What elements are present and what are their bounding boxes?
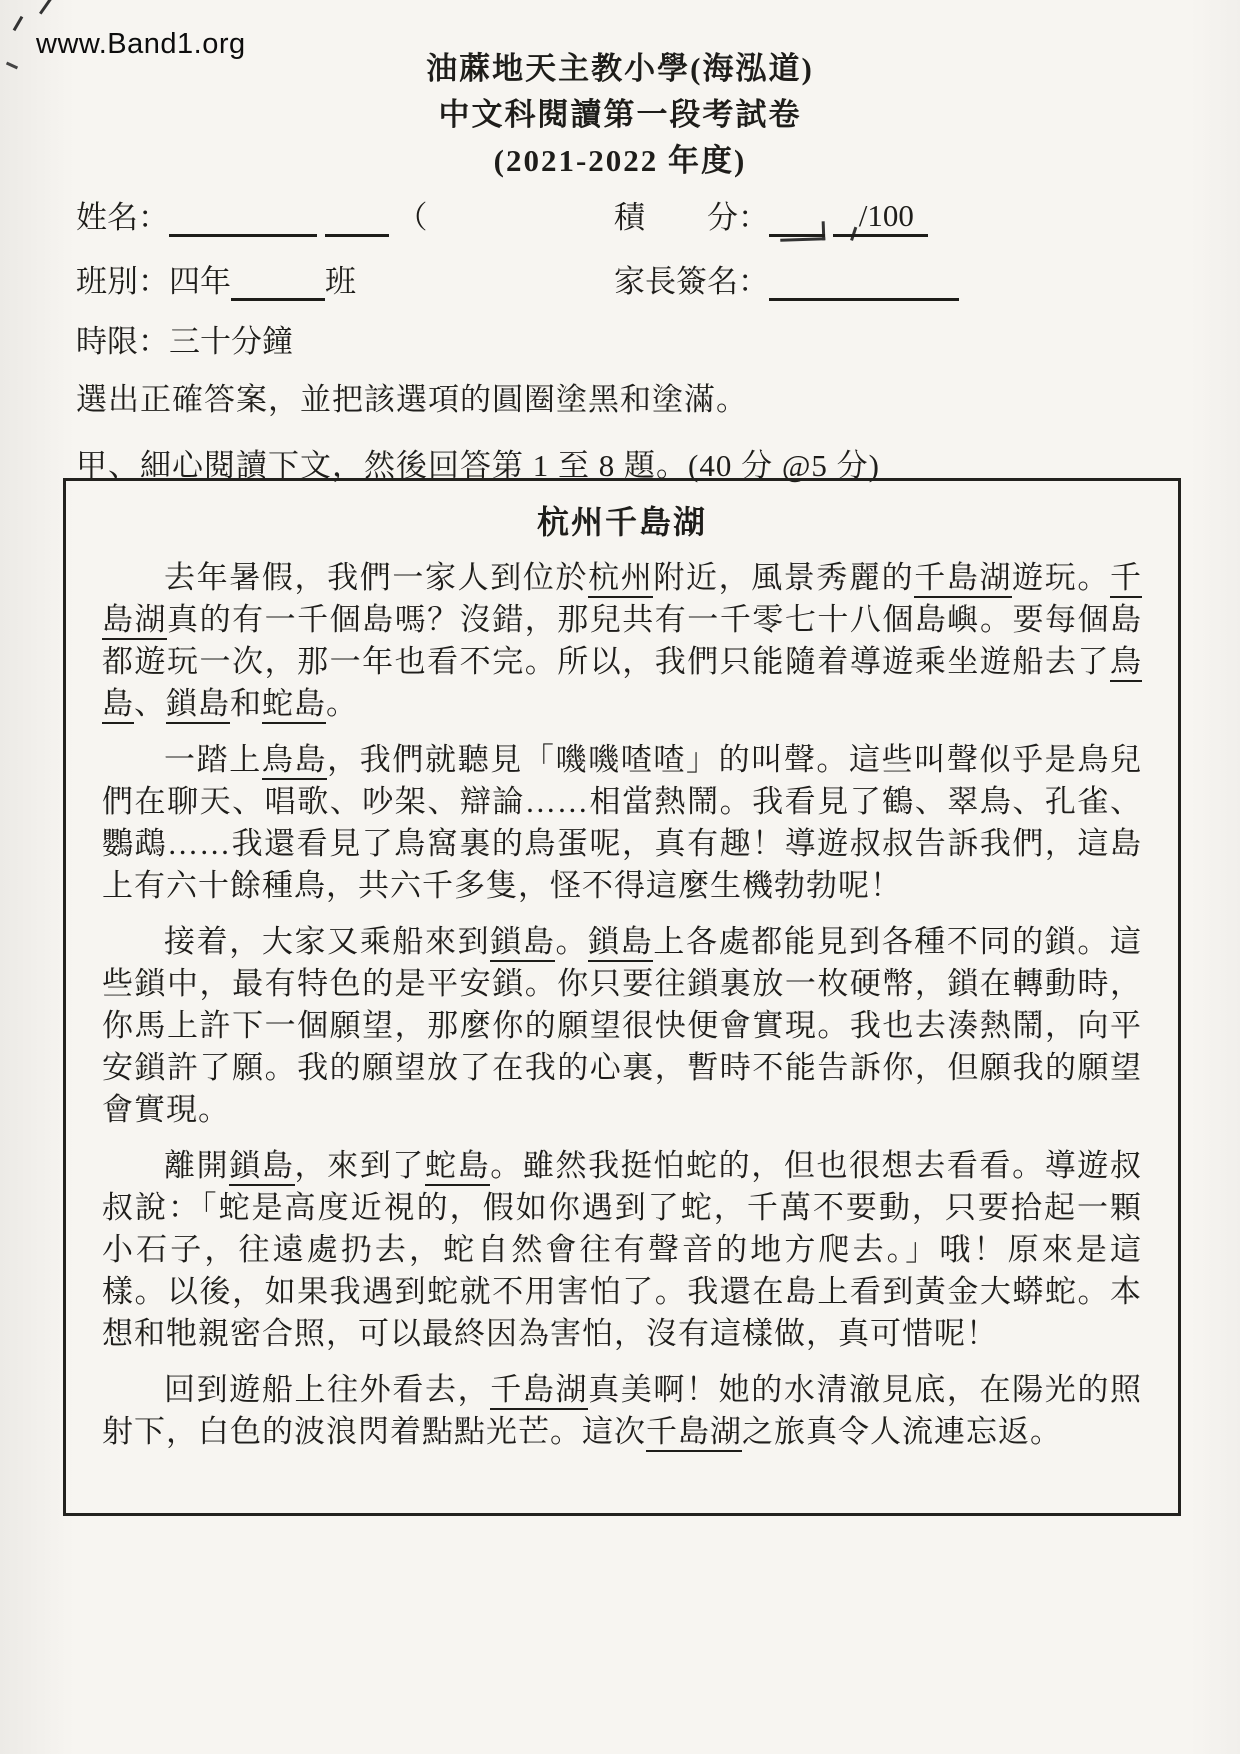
name-blank-2 — [325, 202, 389, 237]
exam-year: (2021-2022 年度) — [493, 143, 747, 178]
name-blank — [169, 202, 317, 237]
underlined-term: 千島湖 — [102, 560, 1142, 640]
section-a-heading: 甲、細心閱讀下文，然後回答第 1 至 8 題。(40 分 @5 分) — [76, 448, 880, 483]
passage-paragraph: 一踏上鳥島，我們就聽見「嘰嘰喳喳」的叫聲。這些叫聲似乎是鳥兒們在聊天、唱歌、吵架、辯論……相當熱鬧。我看見了鶴、翠鳥、孔雀、鸚鵡……我還看見了鳥窩裏的鳥蛋呢，真有趣！導遊叔叔告訴我們，這島上有六十餘種鳥，共六千多隻，怪不得這麼生機勃勃呢！ — [102, 742, 1143, 903]
passage-paragraph: 回到遊船上往外看去，千島湖真美啊！她的水清澈見底，在陽光的照射下，白色的波浪閃着點點光芒。這次千島湖之旅真令人流連忘返。 — [102, 1369, 1142, 1453]
watermark: www.Band1.org — [36, 28, 246, 60]
underlined-term: 千島湖 — [646, 1414, 742, 1452]
underlined-term: 杭州 — [588, 560, 653, 598]
parent-signature-field — [614, 256, 959, 301]
name-label: 姓名： — [76, 200, 169, 235]
time-limit-label: 時限：三十分鐘 — [76, 324, 293, 359]
score-blank — [769, 202, 825, 237]
underlined-term: 鳥島 — [102, 644, 1142, 724]
general-instruction: 選出正確答案，並把該選項的圓圈塗黑和塗滿。 — [76, 382, 748, 417]
parent-signature-label: 家長簽名： — [614, 264, 769, 299]
passage-paragraph: 接着，大家又乘船來到鎖島。鎖島上各處都能見到各種不同的鎖。這些鎖中，最有特色的是平安鎖。你只要往鎖裏放一枚硬幣，鎖在轉動時，你馬上許下一個願望，那麼你的願望很快便會實現。我也去湊熱鬧，向平安鎖許了願。我的願望放了在我的心裏，暫時不能告訴你，但願我的願望會實現。 — [102, 924, 1143, 1127]
pen-scribble — [39, 0, 53, 15]
reading-passage-box — [63, 478, 1181, 1516]
underlined-term: 鎖島 — [490, 924, 555, 962]
time-limit-field — [76, 316, 293, 361]
underlined-term: 千島湖 — [490, 1372, 588, 1410]
parent-signature-blank — [769, 266, 959, 301]
exam-header — [0, 46, 1240, 184]
score-label: 積 分： — [614, 200, 769, 235]
exam-title: 中文科閱讀第一段考試卷 — [438, 97, 802, 132]
class-suffix: 班 — [325, 264, 356, 299]
name-field — [76, 192, 428, 237]
passage-body — [102, 557, 1142, 1453]
class-blank — [231, 266, 325, 301]
underlined-term: 蛇島 — [425, 1148, 490, 1186]
underlined-term: 鳥島 — [262, 742, 327, 780]
name-paren: （ — [396, 200, 428, 235]
underlined-term: 蛇島 — [262, 686, 326, 724]
pen-scribble — [13, 16, 24, 31]
score-field — [614, 192, 928, 237]
passage-title: 杭州千島湖 — [536, 504, 707, 540]
passage-paragraph: 去年暑假，我們一家人到位於杭州附近，風景秀麗的千島湖遊玩。千島湖真的有一千個島嗎？沒錯，那兒共有一千零七十八個島嶼。要每個島都遊玩一次，那一年也看不完。所以，我們只能隨着導遊乘坐遊船去了鳥島、鎖島和蛇島。 — [102, 557, 1142, 725]
class-field — [76, 256, 356, 301]
underlined-term: 鎖島 — [229, 1148, 294, 1186]
passage-paragraph: 離開鎖島，來到了蛇島。雖然我挺怕蛇的，但也很想去看看。導遊叔叔說：「蛇是高度近視的，假如你遇到了蛇，千萬不要動，只要拾起一顆小石子，往遠處扔去，蛇自然會往有聲音的地方爬去。」哦！原來是這樣。以後，如果我遇到蛇就不用害怕了。我還在島上看到黃金大蟒蛇。本想和牠親密合照，可以最終因為害怕，沒有這樣做，真可惜呢！ — [102, 1148, 1143, 1351]
underlined-term: 鎖島 — [588, 924, 653, 962]
score-denominator: /100 — [833, 198, 928, 237]
school-name: 油蔴地天主教小學(海泓道) — [426, 51, 814, 86]
underlined-term: 鎖島 — [166, 686, 230, 724]
underlined-term: 千島湖 — [914, 560, 1012, 598]
class-label: 班別：四年 — [76, 264, 231, 299]
